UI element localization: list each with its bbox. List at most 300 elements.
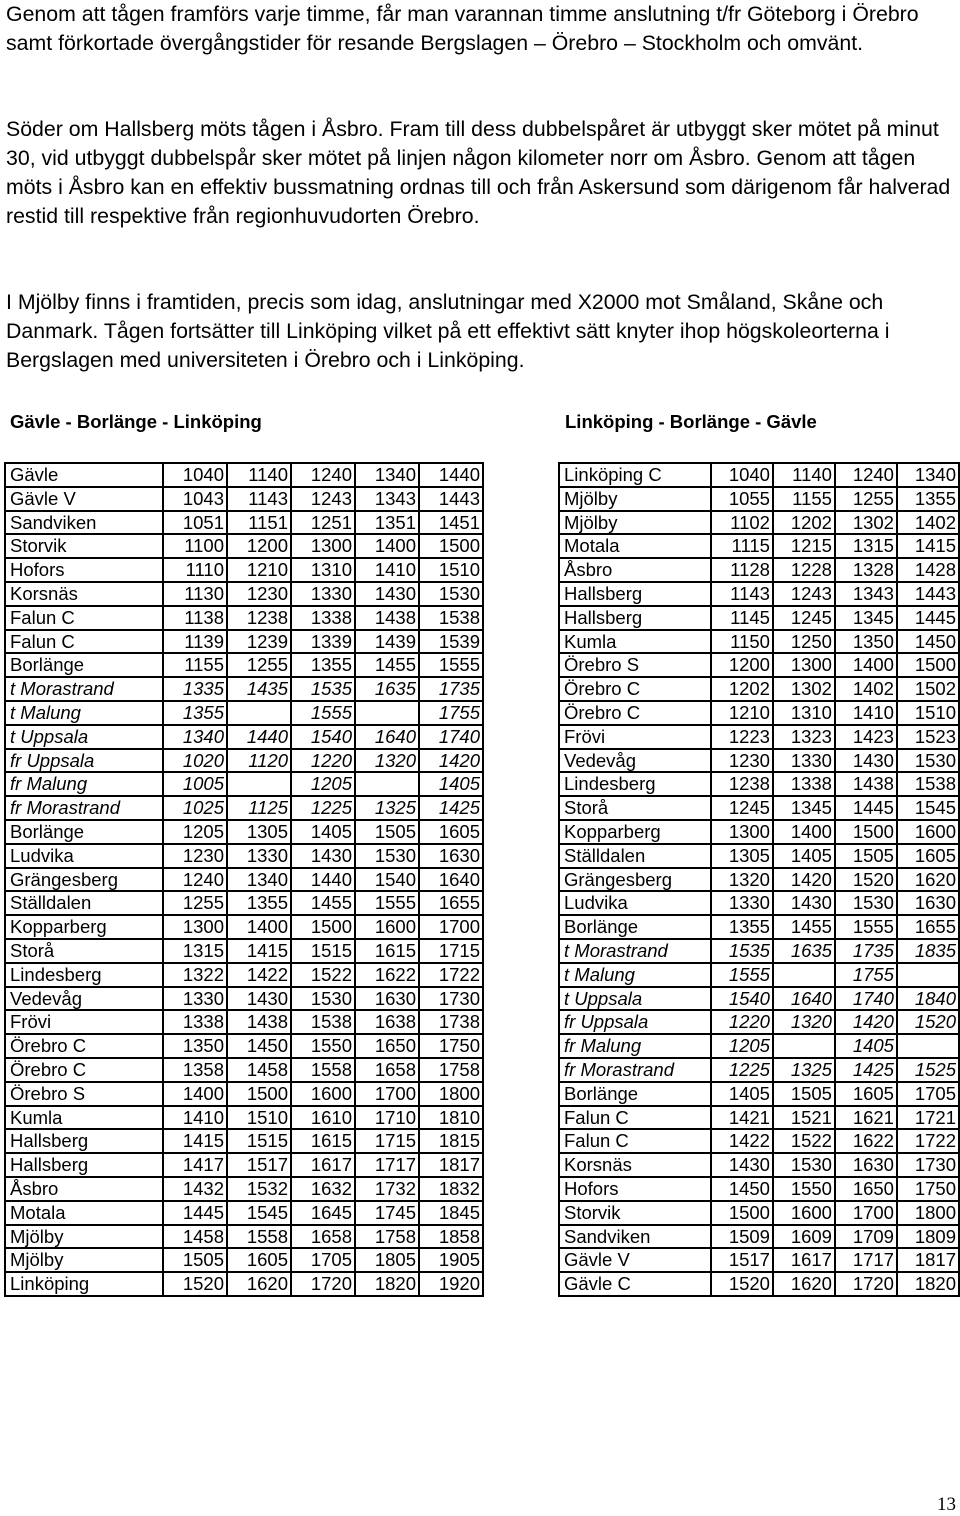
station-name: Ludvika: [559, 891, 711, 915]
departure-time: 1315: [835, 534, 897, 558]
departure-time: 1545: [227, 1201, 291, 1225]
departure-time: 1620: [227, 1272, 291, 1296]
timetable-title-northbound: Linköping - Borlänge - Gävle: [565, 411, 817, 432]
paragraph-intro: Genom att tågen framförs varje timme, får man varannan timme anslutning t/fr Göteborg i Örebro samt förkortade övergångstider för resande Bergslagen – Örebro – Stockholm och omvänt.: [6, 2, 919, 55]
station-name: t Uppsala: [559, 987, 711, 1011]
departure-time: 1355: [291, 653, 355, 677]
timetable-row: [559, 820, 959, 844]
departure-time: 1325: [355, 796, 419, 820]
departure-time: 1832: [419, 1177, 483, 1201]
departure-time: 1240: [163, 868, 227, 892]
timetable-row: [559, 463, 959, 487]
departure-time: 1420: [835, 1010, 897, 1034]
departure-time: 1522: [291, 963, 355, 987]
timetable-row: [559, 915, 959, 939]
departure-time: 1350: [835, 630, 897, 654]
departure-time: 1500: [291, 915, 355, 939]
departure-time: 1600: [897, 820, 959, 844]
departure-time: 1405: [835, 1034, 897, 1058]
departure-time: 1555: [291, 701, 355, 725]
station-name: Örebro C: [559, 677, 711, 701]
departure-time: 1402: [897, 511, 959, 535]
departure-time: 1630: [835, 1153, 897, 1177]
departure-time: 1440: [291, 868, 355, 892]
departure-time: 1430: [773, 891, 835, 915]
station-name: Storå: [559, 796, 711, 820]
departure-time: 1740: [835, 987, 897, 1011]
departure-time: 1430: [291, 844, 355, 868]
departure-time: 1238: [227, 606, 291, 630]
timetable-row: [559, 1106, 959, 1130]
departure-time: 1645: [291, 1201, 355, 1225]
departure-time: 1632: [291, 1177, 355, 1201]
departure-time: 1435: [227, 677, 291, 701]
departure-time: 1400: [227, 915, 291, 939]
timetable-row: [559, 630, 959, 654]
departure-time: 1558: [227, 1225, 291, 1249]
departure-time: 1610: [291, 1106, 355, 1130]
departure-time: 1358: [163, 1058, 227, 1082]
departure-time: 1445: [835, 796, 897, 820]
timetable-row: [5, 915, 483, 939]
departure-time: 1343: [355, 487, 419, 511]
paragraph-asbro: Söder om Hallsberg möts tågen i Åsbro. Fram till dess dubbelspåret är utbyggt sker mötet på minut 30, vid utbyggt dubbelspår sker mötet på linjen någon kilometer norr om Åsbro. Genom att tågen möts i Åsbro kan en effektiv bussmatning ordnas till och från Askersund som därigenom får halverad restid till respektive från regionhuvudorten Örebro.: [6, 117, 951, 228]
timetable-row: [559, 1248, 959, 1272]
timetable-row: [5, 868, 483, 892]
timetable-southbound: [4, 462, 484, 1297]
station-name: Örebro C: [559, 701, 711, 725]
departure-time: 1138: [163, 606, 227, 630]
station-name: t Morastrand: [5, 677, 163, 701]
departure-time: 1445: [897, 606, 959, 630]
timetable-row: [559, 963, 959, 987]
departure-time: [355, 772, 419, 796]
departure-time: 1538: [291, 1010, 355, 1034]
departure-time: 1720: [835, 1272, 897, 1296]
departure-time: 1655: [419, 891, 483, 915]
departure-time: 1340: [355, 463, 419, 487]
station-name: Örebro S: [559, 653, 711, 677]
departure-time: 1415: [163, 1129, 227, 1153]
station-name: fr Malung: [5, 772, 163, 796]
departure-time: 1440: [419, 463, 483, 487]
station-name: fr Uppsala: [559, 1010, 711, 1034]
departure-time: 1438: [227, 1010, 291, 1034]
station-name: Hallsberg: [559, 582, 711, 606]
departure-time: 1510: [897, 701, 959, 725]
departure-time: 1545: [897, 796, 959, 820]
departure-time: 1445: [163, 1201, 227, 1225]
departure-time: 1535: [291, 677, 355, 701]
timetable-row: [5, 630, 483, 654]
departure-time: 1905: [419, 1248, 483, 1272]
departure-time: 1640: [419, 868, 483, 892]
departure-time: 1800: [419, 1082, 483, 1106]
departure-time: 1330: [711, 891, 773, 915]
departure-time: 1615: [355, 939, 419, 963]
timetable-row: [5, 1248, 483, 1272]
departure-time: 1340: [897, 463, 959, 487]
departure-time: 1320: [711, 868, 773, 892]
departure-time: 1600: [355, 915, 419, 939]
departure-time: 1522: [773, 1129, 835, 1153]
departure-time: 1638: [355, 1010, 419, 1034]
departure-time: 1455: [291, 891, 355, 915]
departure-time: 1425: [419, 796, 483, 820]
departure-time: 1609: [773, 1225, 835, 1249]
departure-time: 1228: [773, 558, 835, 582]
station-name: Örebro C: [5, 1034, 163, 1058]
station-name: Falun C: [5, 606, 163, 630]
departure-time: 1509: [711, 1225, 773, 1249]
station-name: t Morastrand: [559, 939, 711, 963]
timetable-row: [559, 677, 959, 701]
timetable-row: [559, 1272, 959, 1296]
departure-time: 1655: [897, 915, 959, 939]
departure-time: 1210: [711, 701, 773, 725]
departure-time: 1505: [163, 1248, 227, 1272]
departure-time: 1538: [897, 772, 959, 796]
departure-time: 1735: [419, 677, 483, 701]
departure-time: 1410: [163, 1106, 227, 1130]
departure-time: 1245: [773, 606, 835, 630]
timetable-row: [5, 749, 483, 773]
departure-time: 1202: [711, 677, 773, 701]
departure-time: 1705: [897, 1082, 959, 1106]
departure-time: 1330: [291, 582, 355, 606]
departure-time: 1220: [711, 1010, 773, 1034]
departure-time: 1505: [355, 820, 419, 844]
station-name: Mjölby: [5, 1248, 163, 1272]
departure-time: 1335: [163, 677, 227, 701]
departure-time: 1500: [897, 653, 959, 677]
departure-time: 1700: [835, 1201, 897, 1225]
departure-time: 1530: [291, 987, 355, 1011]
station-name: Hofors: [5, 558, 163, 582]
departure-time: 1043: [163, 487, 227, 511]
departure-time: 1705: [291, 1248, 355, 1272]
departure-time: 1400: [355, 534, 419, 558]
departure-time: 1520: [163, 1272, 227, 1296]
departure-time: 1920: [419, 1272, 483, 1296]
station-name: t Malung: [5, 701, 163, 725]
station-name: Falun C: [559, 1106, 711, 1130]
station-name: Borlänge: [5, 820, 163, 844]
departure-time: 1450: [897, 630, 959, 654]
departure-time: 1440: [227, 725, 291, 749]
departure-time: 1458: [227, 1058, 291, 1082]
timetable-row: [559, 1225, 959, 1249]
departure-time: 1605: [835, 1082, 897, 1106]
station-name: Korsnäs: [5, 582, 163, 606]
timetable-row: [5, 653, 483, 677]
departure-time: 1200: [227, 534, 291, 558]
departure-time: 1630: [419, 844, 483, 868]
departure-time: 1300: [163, 915, 227, 939]
departure-time: 1400: [835, 653, 897, 677]
timetable-row: [559, 844, 959, 868]
timetable-row: [5, 772, 483, 796]
station-name: t Uppsala: [5, 725, 163, 749]
departure-time: 1815: [419, 1129, 483, 1153]
departure-time: 1205: [711, 1034, 773, 1058]
departure-time: 1430: [355, 582, 419, 606]
station-name: fr Uppsala: [5, 749, 163, 773]
timetable-row: [559, 1201, 959, 1225]
departure-time: 1540: [355, 868, 419, 892]
departure-time: 1605: [419, 820, 483, 844]
station-name: Lindesberg: [5, 963, 163, 987]
departure-time: 1758: [419, 1058, 483, 1082]
station-name: Gävle C: [559, 1272, 711, 1296]
departure-time: 1840: [897, 987, 959, 1011]
departure-time: 1302: [773, 677, 835, 701]
departure-time: 1730: [897, 1153, 959, 1177]
departure-time: 1455: [355, 653, 419, 677]
timetable-row: [5, 844, 483, 868]
timetable-northbound: [558, 462, 960, 1297]
departure-time: 1535: [711, 939, 773, 963]
paragraph-mjolby: I Mjölby finns i framtiden, precis som idag, anslutningar med X2000 mot Småland, Skåne och Danmark. Tågen fortsätter till Linköping vilket på ett effektivt sätt knyter ihop högskoleorterna i Bergslagen med universiteten i Örebro och i Linköping.: [6, 290, 890, 372]
departure-time: 1523: [897, 725, 959, 749]
departure-time: 1558: [291, 1058, 355, 1082]
departure-time: 1745: [355, 1201, 419, 1225]
departure-time: 1405: [419, 772, 483, 796]
departure-time: 1500: [419, 534, 483, 558]
departure-time: 1205: [163, 820, 227, 844]
station-name: Mjölby: [5, 1225, 163, 1249]
departure-time: 1110: [163, 558, 227, 582]
departure-time: 1415: [227, 939, 291, 963]
departure-time: 1520: [835, 868, 897, 892]
departure-time: 1600: [773, 1201, 835, 1225]
departure-time: 1320: [355, 749, 419, 773]
departure-time: 1230: [163, 844, 227, 868]
departure-time: 1717: [355, 1153, 419, 1177]
departure-time: 1055: [711, 487, 773, 511]
departure-time: 1040: [163, 463, 227, 487]
departure-time: 1338: [163, 1010, 227, 1034]
departure-time: 1451: [419, 511, 483, 535]
departure-time: 1151: [227, 511, 291, 535]
station-name: Storvik: [559, 1201, 711, 1225]
departure-time: 1438: [355, 606, 419, 630]
departure-time: 1715: [355, 1129, 419, 1153]
departure-time: 1405: [773, 844, 835, 868]
departure-time: [897, 1034, 959, 1058]
timetable-row: [559, 511, 959, 535]
departure-time: 1425: [835, 1058, 897, 1082]
departure-time: 1502: [897, 677, 959, 701]
timetable-row: [559, 987, 959, 1011]
station-name: Kumla: [559, 630, 711, 654]
departure-time: 1310: [773, 701, 835, 725]
timetable-row: [5, 1225, 483, 1249]
station-name: Gävle V: [5, 487, 163, 511]
timetable-row: [5, 463, 483, 487]
departure-time: 1515: [291, 939, 355, 963]
departure-time: 1243: [291, 487, 355, 511]
departure-time: 1430: [227, 987, 291, 1011]
departure-time: 1230: [711, 749, 773, 773]
departure-time: 1810: [419, 1106, 483, 1130]
departure-time: 1805: [355, 1248, 419, 1272]
station-name: Frövi: [559, 725, 711, 749]
station-name: Grängesberg: [5, 868, 163, 892]
timetable-row: [5, 582, 483, 606]
departure-time: 1351: [355, 511, 419, 535]
departure-time: 1555: [419, 653, 483, 677]
departure-time: 1622: [835, 1129, 897, 1153]
departure-time: 1410: [835, 701, 897, 725]
departure-time: 1458: [163, 1225, 227, 1249]
departure-time: 1210: [227, 558, 291, 582]
departure-time: 1340: [227, 868, 291, 892]
departure-time: 1555: [711, 963, 773, 987]
timetable-row: [559, 1153, 959, 1177]
departure-time: 1621: [835, 1106, 897, 1130]
departure-time: 1530: [419, 582, 483, 606]
departure-time: 1300: [291, 534, 355, 558]
departure-time: 1422: [227, 963, 291, 987]
timetable-row: [559, 606, 959, 630]
timetable-row: [559, 1058, 959, 1082]
departure-time: 1305: [227, 820, 291, 844]
departure-time: 1428: [897, 558, 959, 582]
departure-time: 1755: [419, 701, 483, 725]
departure-time: 1223: [711, 725, 773, 749]
departure-time: [227, 701, 291, 725]
departure-time: 1405: [711, 1082, 773, 1106]
timetable-row: [5, 1153, 483, 1177]
departure-time: 1230: [227, 582, 291, 606]
station-name: Linköping: [5, 1272, 163, 1296]
station-name: Grängesberg: [559, 868, 711, 892]
departure-time: 1340: [163, 725, 227, 749]
departure-time: 1517: [227, 1153, 291, 1177]
departure-time: 1355: [897, 487, 959, 511]
station-name: Mjölby: [559, 511, 711, 535]
station-name: Kopparberg: [5, 915, 163, 939]
departure-time: 1200: [711, 653, 773, 677]
departure-time: 1345: [773, 796, 835, 820]
departure-time: 1538: [419, 606, 483, 630]
timetable-row: [5, 677, 483, 701]
timetable-row: [559, 582, 959, 606]
departure-time: 1520: [711, 1272, 773, 1296]
departure-time: [227, 772, 291, 796]
station-name: Örebro C: [5, 1058, 163, 1082]
departure-time: 1443: [419, 487, 483, 511]
departure-time: 1125: [227, 796, 291, 820]
station-name: Lindesberg: [559, 772, 711, 796]
departure-time: 1658: [355, 1058, 419, 1082]
departure-time: 1505: [835, 844, 897, 868]
station-name: Örebro S: [5, 1082, 163, 1106]
departure-time: 1539: [419, 630, 483, 654]
timetable-row: [559, 1177, 959, 1201]
departure-time: 1155: [163, 653, 227, 677]
timetable-row: [5, 796, 483, 820]
departure-time: 1025: [163, 796, 227, 820]
departure-time: 1605: [897, 844, 959, 868]
station-name: Kopparberg: [559, 820, 711, 844]
timetable-title-southbound: Gävle - Borlänge - Linköping: [10, 411, 262, 432]
departure-time: 1517: [711, 1248, 773, 1272]
departure-time: 1817: [419, 1153, 483, 1177]
station-name: fr Malung: [559, 1034, 711, 1058]
departure-time: 1420: [419, 749, 483, 773]
departure-time: 1143: [227, 487, 291, 511]
departure-time: 1630: [897, 891, 959, 915]
station-name: Hallsberg: [5, 1129, 163, 1153]
departure-time: 1532: [227, 1177, 291, 1201]
station-name: Åsbro: [5, 1177, 163, 1201]
departure-time: 1140: [227, 463, 291, 487]
timetable-row: [5, 558, 483, 582]
station-name: fr Morastrand: [5, 796, 163, 820]
departure-time: 1405: [291, 820, 355, 844]
departure-time: 1355: [711, 915, 773, 939]
station-name: Borlänge: [559, 915, 711, 939]
departure-time: 1402: [835, 677, 897, 701]
departure-time: 1555: [355, 891, 419, 915]
departure-time: 1520: [897, 1010, 959, 1034]
departure-time: 1640: [355, 725, 419, 749]
departure-time: 1630: [355, 987, 419, 1011]
station-name: Hallsberg: [5, 1153, 163, 1177]
departure-time: 1820: [897, 1272, 959, 1296]
departure-time: 1410: [355, 558, 419, 582]
station-name: Motala: [5, 1201, 163, 1225]
departure-time: 1128: [711, 558, 773, 582]
departure-time: [897, 963, 959, 987]
timetable-row: [559, 1010, 959, 1034]
departure-time: 1540: [711, 987, 773, 1011]
departure-time: 1302: [835, 511, 897, 535]
departure-time: [355, 701, 419, 725]
departure-time: 1617: [773, 1248, 835, 1272]
departure-time: 1255: [163, 891, 227, 915]
departure-time: 1400: [163, 1082, 227, 1106]
departure-time: 1820: [355, 1272, 419, 1296]
timetable-row: [5, 891, 483, 915]
timetable-row: [559, 1034, 959, 1058]
departure-time: 1617: [291, 1153, 355, 1177]
departure-time: 1622: [355, 963, 419, 987]
timetable-row: [5, 1272, 483, 1296]
departure-time: 1658: [291, 1225, 355, 1249]
departure-time: 1100: [163, 534, 227, 558]
timetable-row: [5, 1129, 483, 1153]
departure-time: 1238: [711, 772, 773, 796]
timetable-row: [5, 1201, 483, 1225]
timetable-row: [559, 868, 959, 892]
departure-time: 1845: [419, 1201, 483, 1225]
timetable-row: [5, 1106, 483, 1130]
departure-time: 1439: [355, 630, 419, 654]
departure-time: 1245: [711, 796, 773, 820]
departure-time: 1339: [291, 630, 355, 654]
departure-time: 1330: [773, 749, 835, 773]
departure-time: 1710: [355, 1106, 419, 1130]
departure-time: 1355: [227, 891, 291, 915]
departure-time: 1205: [291, 772, 355, 796]
departure-time: 1400: [773, 820, 835, 844]
departure-time: 1717: [835, 1248, 897, 1272]
station-name: fr Morastrand: [559, 1058, 711, 1082]
timetable-row: [5, 963, 483, 987]
